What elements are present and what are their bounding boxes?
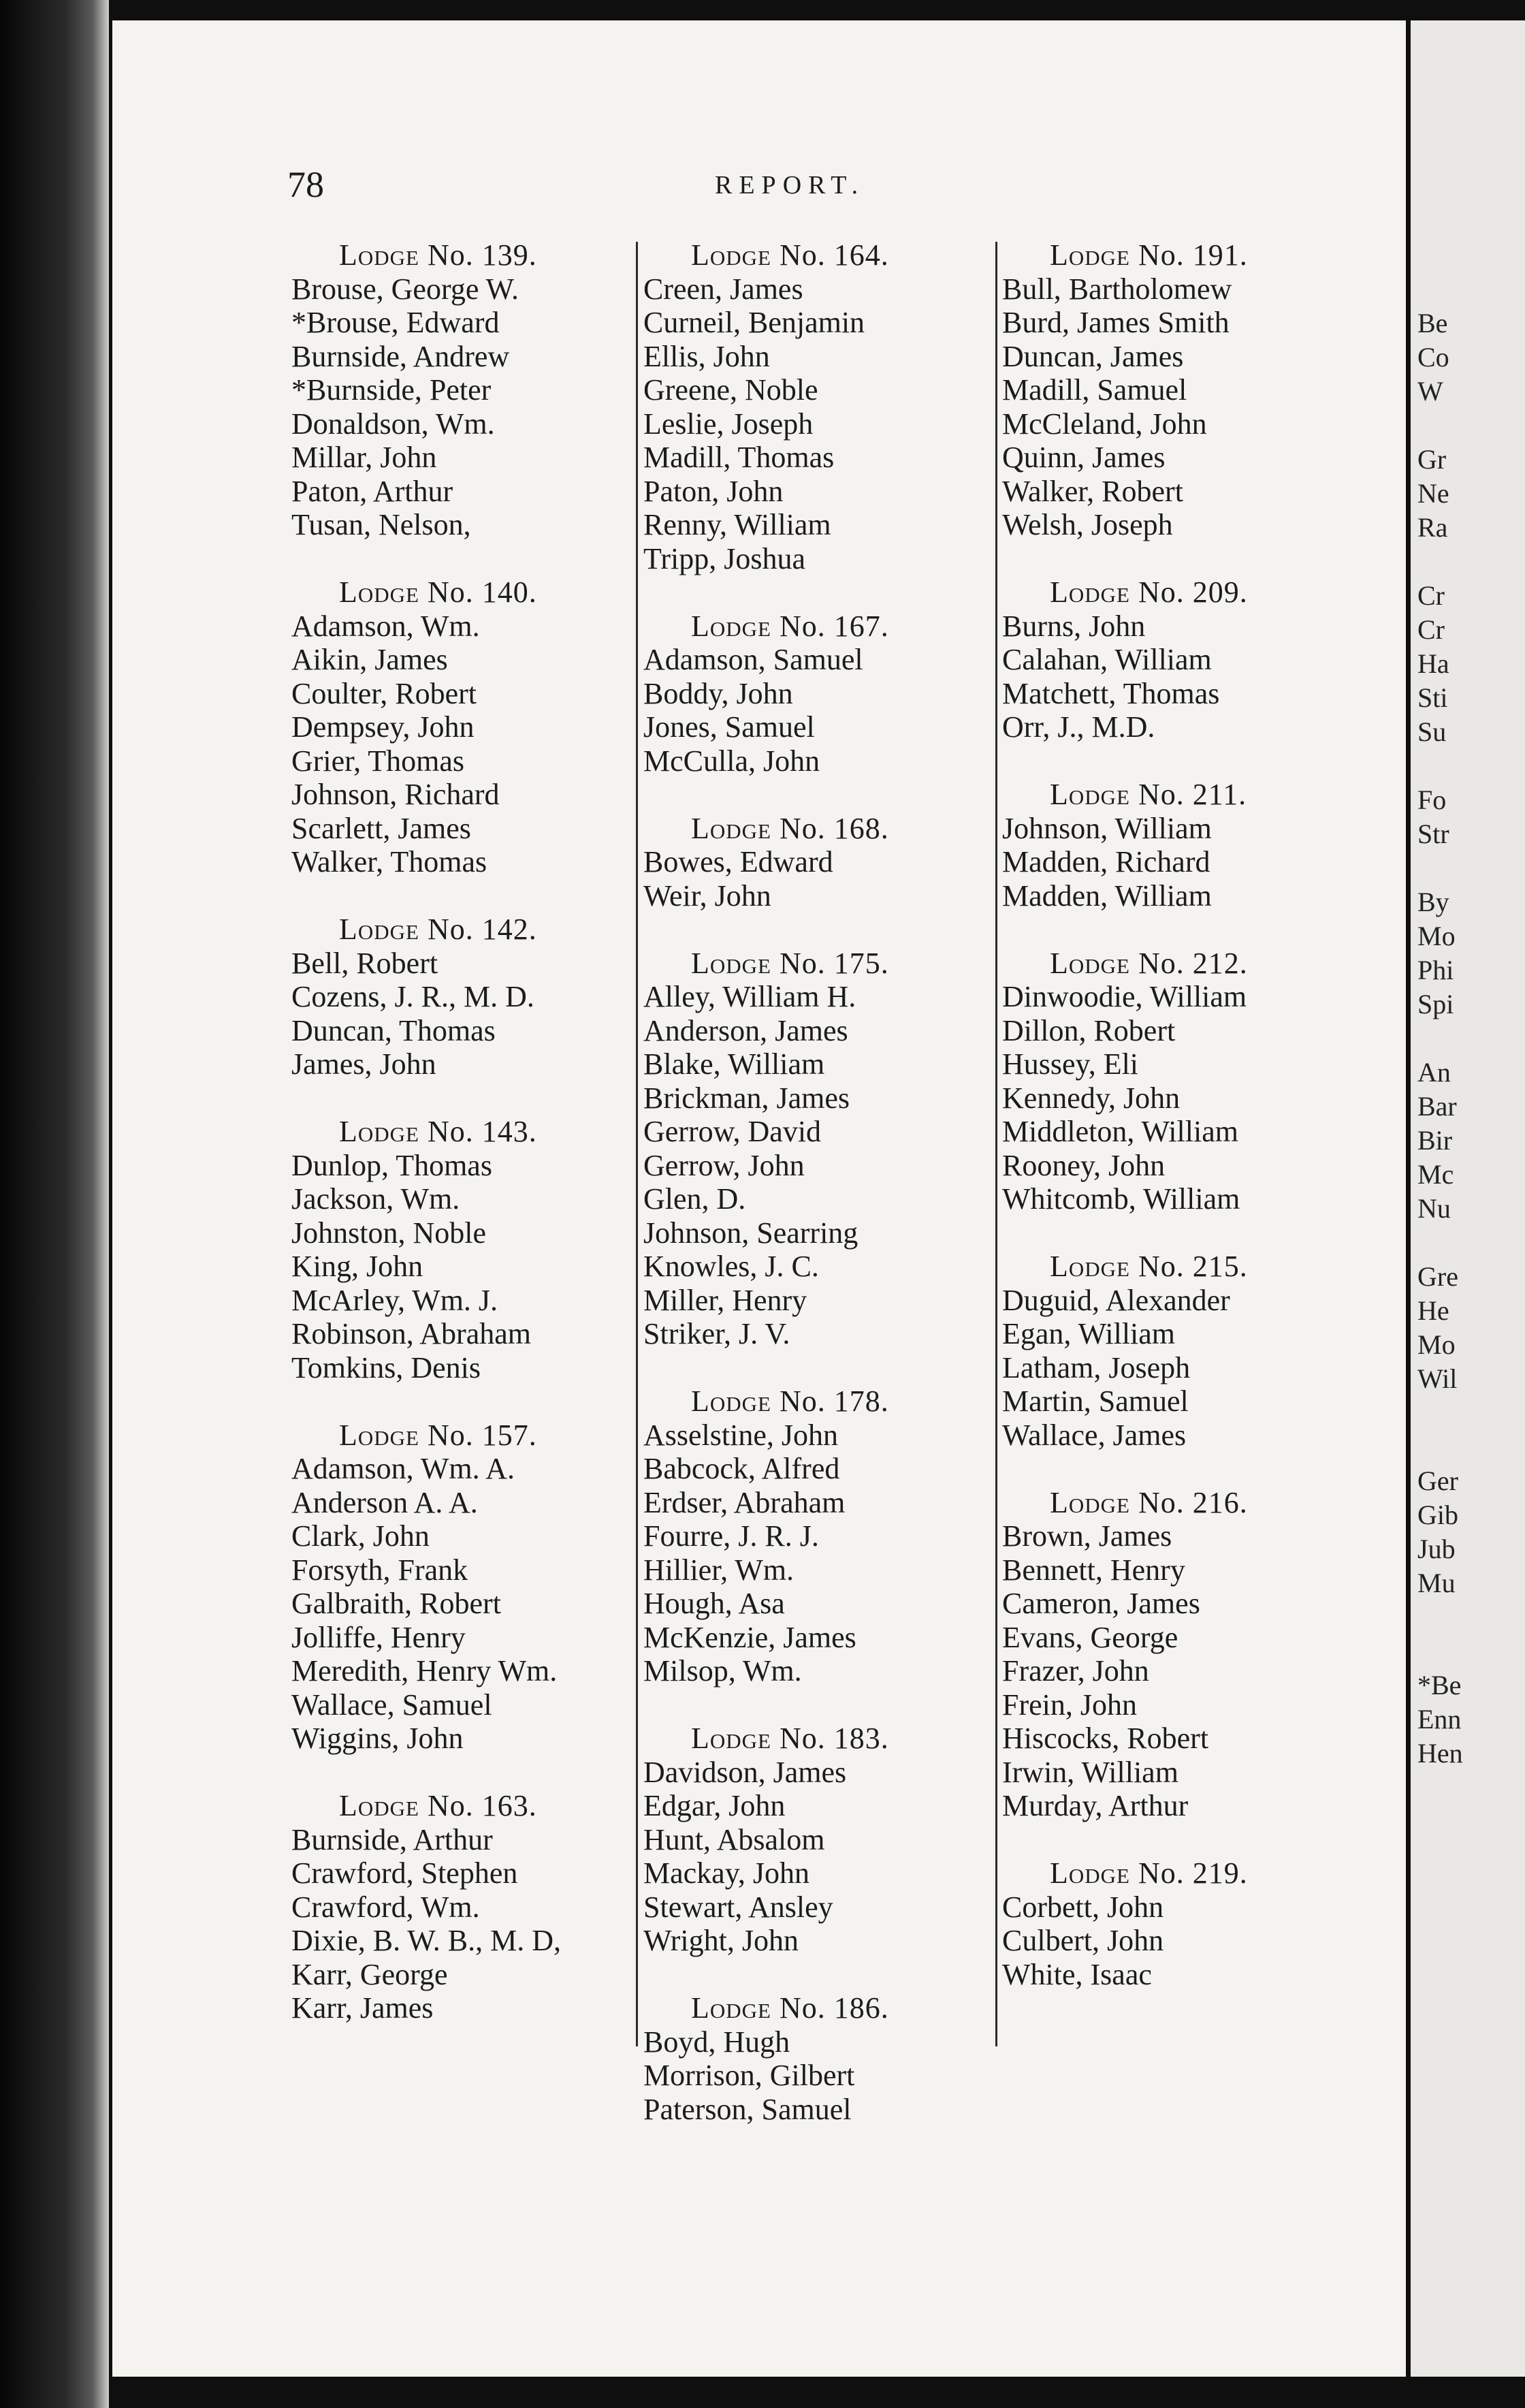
facing-page-text: Co [1417,342,1449,373]
lodge-block [643,1688,997,1958]
block-spacer [643,1351,997,1385]
lodge-label: Lodge [1050,946,1130,980]
lodge-heading [1002,1250,1356,1284]
member-name: Middleton, William [1002,1115,1238,1148]
facing-page-text: Mu [1417,1568,1456,1598]
member-name: Wallace, James [1002,1418,1187,1452]
lodge-heading [1002,238,1356,272]
facing-page-text: An [1417,1057,1451,1088]
member-name: Curneil, Benjamin [643,306,865,339]
lodge-heading [291,1115,639,1149]
member-name: Madill, Samuel [1002,373,1187,407]
block-spacer [291,1756,639,1790]
member-name: Ellis, John [643,339,770,373]
lodge-label: Lodge [691,811,771,845]
lodge-number: No. 143. [427,1115,537,1148]
member-name: Karr, James [291,1991,434,2025]
member-name: Culbert, John [1002,1924,1164,1957]
facing-page-text: *Be [1417,1670,1462,1700]
facing-page-text: Cr [1417,580,1445,611]
lodge-block [291,238,639,542]
member-name: Mackay, John [643,1856,809,1890]
lodge-heading [291,575,639,609]
member-name: Madill, Thomas [643,441,835,474]
member-name: Clark, John [291,1519,430,1553]
member-name: Paterson, Samuel [643,2092,852,2126]
facing-page-text: Jub [1417,1534,1456,1564]
lodge-number: No. 140. [427,575,537,609]
facing-page-text: Fo [1417,785,1447,815]
member-name: Dixie, B. W. B., M. D, [291,1924,562,1957]
lodge-number: No. 175. [779,946,889,980]
facing-page-text: He [1417,1295,1449,1326]
facing-page-text [1411,545,1463,579]
lodge-heading [643,812,997,846]
lodge-block [291,1081,639,1385]
member-name: Frein, John [1002,1688,1137,1722]
member-name: Donaldson, Wm. [291,407,495,441]
lodge-heading [1002,575,1356,609]
lodge-block [1002,744,1356,913]
lodge-label: Lodge [691,1384,771,1418]
lodge-heading [291,913,639,947]
facing-page-text: Mc [1417,1159,1454,1190]
lodge-heading [1002,1856,1356,1890]
lodge-block [1002,238,1356,542]
member-name: Boyd, Hugh [643,2025,790,2059]
facing-page-text: By [1417,887,1449,917]
member-name: Miller, Henry [643,1283,807,1317]
lodge-number: No. 168. [779,811,889,845]
member-name: Dempsey, John [291,710,475,744]
block-spacer [1002,913,1356,947]
lodge-number: No. 163. [427,1789,537,1822]
facing-page-text: W [1417,376,1443,407]
member-name: Hussey, Eli [1002,1047,1139,1081]
lodge-heading [291,1789,639,1823]
member-name: Anderson A. A. [291,1485,478,1519]
member-name: Blake, William [643,1047,825,1081]
member-name: McKenzie, James [643,1620,856,1654]
block-spacer [291,542,639,576]
facing-page-text [1411,1430,1463,1464]
facing-page-text: Phi [1417,955,1454,985]
lodge-number: No. 209. [1138,575,1248,609]
member-name: Dinwoodie, William [1002,980,1247,1013]
member-name: Karr, George [291,1957,448,1991]
member-name: Matchett, Thomas [1002,676,1220,710]
lodge-block [1002,1216,1356,1453]
member-name: Grier, Thomas [291,744,465,778]
lodge-label: Lodge [1050,1485,1130,1519]
member-name: Walker, Robert [1002,474,1183,508]
member-name: Adamson, Wm. [291,609,480,643]
column-2 [643,238,997,2126]
lodge-number: No. 167. [779,609,889,643]
member-name: Adamson, Samuel [643,643,863,676]
member-name: Paton, Arthur [291,474,453,508]
lodge-block [291,879,639,1081]
member-name: Martin, Samuel [1002,1384,1189,1418]
column-1 [291,238,639,2025]
member-name: White, Isaac [1002,1957,1152,1991]
facing-page-text [1411,1226,1463,1260]
member-name: Boddy, John [643,676,793,710]
lodge-heading [643,947,997,981]
block-spacer [643,1958,997,1992]
member-name: Jones, Samuel [643,710,815,744]
lodge-label: Lodge [1050,575,1130,609]
lodge-label: Lodge [1050,778,1130,811]
block-spacer [1002,744,1356,778]
lodge-label: Lodge [1050,238,1130,272]
member-name: Striker, J. V. [643,1317,790,1350]
member-name: *Brouse, Edward [291,306,500,339]
facing-page-text [1411,1396,1463,1430]
member-name: Murday, Arthur [1002,1789,1189,1822]
lodge-block [1002,1823,1356,1992]
member-name: Burd, James Smith [1002,306,1230,339]
member-name: Morrison, Gilbert [643,2059,855,2092]
lodge-block [643,575,997,778]
lodge-number: No. 157. [427,1418,537,1452]
block-spacer [1002,542,1356,576]
member-name: Asselstine, John [643,1418,838,1452]
member-name: Bowes, Edward [643,845,833,878]
facing-page-text: Wil [1417,1363,1458,1394]
lodge-block [643,778,997,913]
lodge-number: No. 186. [779,1991,889,2025]
member-name: Renny, William [643,508,831,541]
member-name: Burnside, Arthur [291,1822,493,1856]
member-name: Hiscocks, Robert [1002,1722,1209,1755]
lodge-label: Lodge [691,946,771,980]
lodge-label: Lodge [691,238,771,272]
lodge-heading [643,1384,997,1419]
member-name: Tomkins, Denis [291,1350,481,1384]
member-name: Duncan, Thomas [291,1013,496,1047]
lodge-label: Lodge [339,1418,419,1452]
member-name: Duncan, James [1002,339,1184,373]
facing-page-text: Hen [1417,1738,1463,1769]
member-name: Frazer, John [1002,1654,1149,1688]
member-name: Kennedy, John [1002,1081,1181,1115]
facing-page-text [1411,1021,1463,1056]
member-name: Babcock, Alfred [643,1452,840,1485]
member-name: Gerrow, David [643,1115,822,1148]
lodge-heading [1002,1486,1356,1520]
member-name: Forsyth, Frank [291,1553,468,1587]
lodge-label: Lodge [339,1789,419,1822]
member-name: Burnside, Andrew [291,339,510,373]
lodge-number: No. 219. [1138,1856,1248,1890]
member-name: Johnston, Noble [291,1216,486,1250]
facing-page-fragment [1411,20,1525,2377]
block-spacer [643,1688,997,1722]
member-name: Madden, William [1002,878,1212,913]
lodge-block [643,1351,997,1688]
member-name: Burns, John [1002,609,1146,643]
member-name: Leslie, Joseph [643,407,814,441]
lodge-block [291,542,639,879]
member-name: Jolliffe, Henry [291,1620,466,1654]
member-name: Greene, Noble [643,373,818,407]
page-number: 78 [287,164,324,205]
member-name: Millar, John [291,441,437,474]
member-name: Paton, John [643,474,784,508]
lodge-number: No. 164. [779,238,889,272]
facing-page-text: Be [1417,308,1448,338]
member-name: Orr, J., M.D. [1002,710,1155,744]
member-name: Knowles, J. C. [643,1250,819,1283]
book-binding-edge [0,0,109,2408]
lodge-heading [643,609,997,644]
facing-page-text: Bar [1417,1091,1457,1122]
member-name: Dillon, Robert [1002,1013,1176,1047]
facing-page-text [1411,1600,1463,1634]
lodge-label: Lodge [1050,1856,1130,1890]
member-name: Tripp, Joshua [643,541,805,575]
lodge-label: Lodge [1050,1250,1130,1283]
member-name: Bell, Robert [291,946,438,980]
lodge-label: Lodge [339,575,419,609]
lodge-heading [1002,947,1356,981]
member-name: Galbraith, Robert [291,1587,501,1620]
member-name: James, John [291,1047,436,1081]
facing-page-text [1411,851,1463,885]
member-name: Aikin, James [291,643,448,676]
lodge-label: Lodge [691,609,771,643]
member-name: Meredith, Henry Wm. [291,1654,558,1688]
facing-page-text: Su [1417,716,1447,747]
lodge-label: Lodge [691,1991,771,2025]
facing-page-text: Ra [1417,512,1448,543]
member-name: Wiggins, John [291,1722,464,1755]
lodge-number: No. 215. [1138,1250,1248,1283]
member-name: Wright, John [643,1924,799,1957]
facing-page-text: Str [1417,819,1449,849]
block-spacer [643,575,997,609]
member-name: Madden, Richard [1002,845,1210,878]
member-name: Glen, D. [643,1182,746,1216]
facing-page-text: Ger [1417,1466,1458,1496]
member-name: Crawford, Stephen [291,1856,518,1890]
member-name: Brickman, James [643,1081,850,1115]
member-name: Corbett, John [1002,1890,1164,1924]
member-name: Cameron, James [1002,1587,1200,1620]
column-3 [1002,238,1356,1991]
lodge-block [1002,542,1356,744]
member-name: McCulla, John [643,744,820,778]
member-name: Creen, James [643,272,803,306]
member-name: Rooney, John [1002,1148,1166,1182]
lodge-number: No. 178. [779,1384,889,1418]
member-name: Stewart, Ansley [643,1890,833,1924]
member-name: Scarlett, James [291,811,471,845]
lodge-number: No. 212. [1138,946,1248,980]
member-name: Quinn, James [1002,441,1166,474]
facing-page-text: Gre [1417,1261,1458,1292]
member-name: Weir, John [643,878,771,913]
member-name: Hillier, Wm. [643,1553,794,1587]
member-name: Dunlop, Thomas [291,1148,492,1182]
member-name: Whitcomb, William [1002,1182,1240,1216]
member-name: Johnson, Searring [643,1216,858,1250]
lodge-heading [291,1419,639,1453]
lodge-block [643,913,997,1351]
block-spacer [1002,1216,1356,1250]
member-name: Anderson, James [643,1013,848,1047]
member-name: Crawford, Wm. [291,1890,480,1924]
member-name: Robinson, Abraham [291,1317,531,1350]
lodge-block [1002,913,1356,1216]
lodge-heading [643,1722,997,1756]
member-name: Brown, James [1002,1519,1172,1553]
facing-page-text: Sti [1417,682,1448,713]
member-name: Evans, George [1002,1620,1178,1654]
block-spacer [1002,1823,1356,1857]
lodge-heading [291,238,639,272]
lodge-block [643,238,997,575]
lodge-block [291,1384,639,1756]
lodge-number: No. 211. [1138,778,1247,811]
member-name: Coulter, Robert [291,676,477,710]
member-name: Johnson, Richard [291,778,500,811]
member-name: King, John [291,1250,423,1283]
facing-page-text: Mo [1417,1329,1456,1360]
member-name: Brouse, George W. [291,272,519,306]
lodge-number: No. 183. [779,1722,889,1755]
lodge-number: No. 139. [427,238,537,272]
block-spacer [291,879,639,913]
facing-page-text: Gr [1417,444,1447,475]
lodge-block [643,1958,997,2127]
lodge-heading [643,1991,997,2025]
lodge-label: Lodge [339,913,419,946]
lodge-label: Lodge [339,1115,419,1148]
member-name: McArley, Wm. J. [291,1283,498,1317]
member-name: Bennett, Henry [1002,1553,1185,1587]
facing-page-text: Cr [1417,614,1445,645]
block-spacer [291,1384,639,1419]
member-name: Walker, Thomas [291,845,487,878]
lodge-heading [643,238,997,272]
facing-page-text: Enn [1417,1704,1462,1734]
facing-page-text: Ha [1417,648,1449,679]
member-name: Alley, William H. [643,980,856,1013]
member-name: Edgar, John [643,1789,786,1822]
member-name: Duguid, Alexander [1002,1283,1230,1317]
running-head: REPORT. [715,171,865,200]
member-name: Irwin, William [1002,1755,1178,1789]
member-name: Hunt, Absalom [643,1822,825,1856]
block-spacer [643,778,997,812]
lodge-block [1002,1452,1356,1823]
member-name: Latham, Joseph [1002,1350,1191,1384]
lodge-number: No. 216. [1138,1485,1248,1519]
facing-page-text [1411,1634,1463,1668]
lodge-label: Lodge [691,1722,771,1755]
member-name: Egan, William [1002,1317,1176,1350]
facing-page-text [1411,409,1463,443]
member-name: Gerrow, John [643,1148,805,1182]
lodge-label: Lodge [339,238,419,272]
block-spacer [1002,1452,1356,1486]
member-name: McCleland, John [1002,407,1207,441]
facing-page-text: Ne [1417,478,1449,509]
member-name: Adamson, Wm. A. [291,1452,515,1485]
facing-page-text: Bir [1417,1125,1453,1156]
block-spacer [291,1081,639,1115]
facing-page-text [1411,749,1463,783]
member-name: Hough, Asa [643,1587,785,1620]
member-name: Erdser, Abraham [643,1485,846,1519]
member-name: Davidson, James [643,1755,847,1789]
facing-page-text: Nu [1417,1193,1451,1224]
member-name: Calahan, William [1002,643,1212,676]
member-name: Welsh, Joseph [1002,508,1173,541]
member-name: Milsop, Wm. [643,1654,802,1688]
lodge-number: No. 191. [1138,238,1248,272]
block-spacer [643,913,997,947]
member-name: *Burnside, Peter [291,373,492,407]
lodge-heading [1002,778,1356,812]
member-name: Wallace, Samuel [291,1688,492,1722]
lodge-block [291,1756,639,2025]
member-name: Fourre, J. R. J. [643,1519,819,1553]
member-name: Tusan, Nelson, [291,508,471,541]
lodge-number: No. 142. [427,913,537,946]
facing-page-text: Gib [1417,1500,1458,1530]
facing-page-text: Mo [1417,921,1456,951]
member-name: Bull, Bartholomew [1002,272,1232,306]
member-name: Cozens, J. R., M. D. [291,980,534,1013]
facing-page-text: Spi [1417,989,1454,1019]
member-name: Jackson, Wm. [291,1182,460,1216]
member-name: Johnson, William [1002,811,1212,845]
